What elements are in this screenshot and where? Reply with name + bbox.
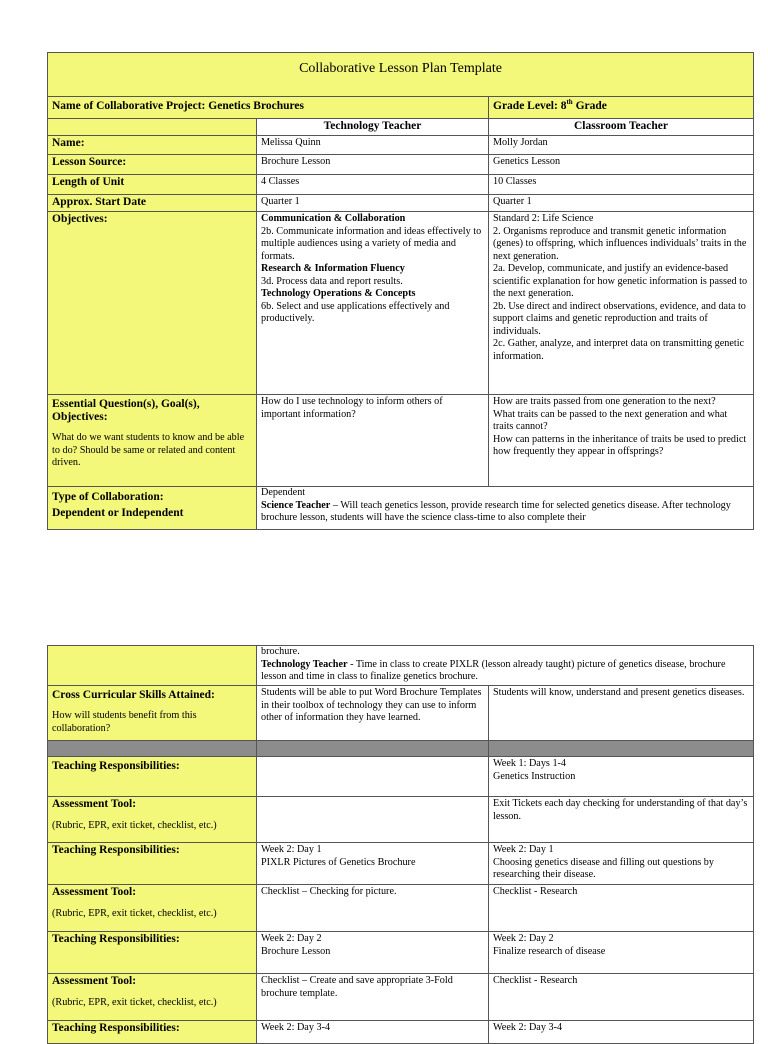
classroom-length: 10 Classes (489, 175, 754, 195)
header-blank (48, 119, 257, 136)
standard-line: 2a. Develop, communicate, and justify an evidence-based scientific explanation for how genetic information is passed to the next generation. (493, 263, 748, 299)
page-title: Collaborative Lesson Plan Template (48, 53, 754, 97)
collab-label-2: Dependent or Independent (52, 507, 184, 519)
obj-text-2: 3d. Process data and report results. (261, 275, 403, 287)
classroom-cross: Students will know, understand and present genetics diseases. (489, 686, 754, 741)
classroom-assessment: Checklist - Research (489, 885, 754, 932)
standard-line: 2b. Use direct and indirect observations, evidence, and data to support claims and genetic reproduction and traits of individuals. (493, 300, 746, 337)
lesson-plan-table-1 (47, 52, 754, 530)
science-teacher-label: Science Teacher (261, 499, 331, 511)
classroom-assessment: Checklist - Research (489, 974, 754, 1021)
teaching-line: Week 1: Days 1-4 (493, 758, 567, 769)
classroom-name: Molly Jordan (489, 136, 754, 155)
classroom-teacher-header: Classroom Teacher (489, 119, 754, 136)
collab-science-text (261, 500, 731, 524)
teaching-line: Choosing genetics disease and filling out questions by researching their disease. (493, 856, 714, 880)
project-value: Genetics Brochures (208, 100, 304, 112)
obj-heading-2: Research & Information Fluency (261, 263, 405, 274)
classroom-teaching (489, 757, 754, 797)
collab-detail (257, 487, 754, 530)
essential-question: How can patterns in the inheritance of traits be used to predict how frequently they appear in offsprings? (493, 433, 747, 457)
teaching-line: PIXLR Pictures of Genetics Brochure (261, 856, 416, 868)
tech-assessment (257, 797, 489, 843)
divider-cell (257, 741, 489, 757)
essential-sub: What do we want students to know and be able to do? Should be same or related and content driven. (52, 432, 245, 468)
science-teacher-text: – Will teach genetics lesson, provide research time for selected genetics disease. After technology brochure lesson, students will have the science class-time to also complete their (261, 499, 731, 523)
tech-objectives (257, 212, 489, 395)
essential-label-cell (48, 395, 257, 487)
obj-text-1: 2b. Communicate information and ideas effectively to multiple audiences using a variety of media and formats. (261, 225, 482, 262)
teaching-line: Week 2: Day 2 (493, 933, 554, 944)
tech-teacher-text: - Time in class to create PIXLR (lesson already taught) picture of genetics disease, brochure lesson and time in class to finalize genetics brochure. (261, 658, 726, 682)
collab-label-cell (48, 487, 257, 530)
lesson-plan-table-2 (47, 645, 754, 1044)
tech-name: Melissa Quinn (257, 136, 489, 155)
teaching-label-cell (48, 843, 257, 885)
objectives-label-cell (48, 212, 257, 395)
assessment-sub: (Rubric, EPR, exit ticket, checklist, etc.) (52, 820, 217, 831)
teaching-label: Teaching Responsibilities: (52, 760, 180, 772)
teaching-label: Teaching Responsibilities: (52, 1022, 180, 1034)
teaching-label-cell (48, 932, 257, 974)
collab-cont-label-cell (48, 646, 257, 686)
source-label-cell (48, 155, 257, 175)
grade-tail: Grade (575, 100, 607, 112)
divider-row (48, 741, 754, 757)
classroom-start: Quarter 1 (489, 195, 754, 212)
teaching-line: Week 2: Day 1 (493, 844, 554, 855)
assessment-sub: (Rubric, EPR, exit ticket, checklist, etc.) (52, 908, 217, 919)
project-label: Name of Collaborative Project: (52, 100, 206, 112)
tech-assessment: Checklist – Create and save appropriate 3-Fold brochure template. (257, 974, 489, 1021)
standard-line: 2. Organisms reproduce and transmit genetic information (genes) to offspring, which influences individuals’ traits in the next generation. (493, 225, 747, 262)
teaching-label-cell (48, 757, 257, 797)
obj-heading-3: Technology Operations & Concepts (261, 288, 416, 299)
classroom-objectives (489, 212, 754, 395)
assessment-label: Assessment Tool: (52, 798, 137, 810)
tech-teacher-collab (261, 659, 725, 683)
obj-heading-1: Communication & Collaboration (261, 213, 406, 224)
tech-teaching: Week 2: Day 3-4 (257, 1021, 489, 1044)
assessment-label-cell (48, 885, 257, 932)
divider-cell (489, 741, 754, 757)
name-label: Name: (52, 137, 85, 149)
teaching-line: Brochure Lesson (261, 945, 331, 957)
collab-continued (257, 646, 754, 686)
essential-question: What traits can be passed to the next generation and what traits cannot? (493, 408, 728, 432)
teaching-line: Finalize research of disease (493, 945, 606, 957)
assessment-label: Assessment Tool: (52, 886, 137, 898)
classroom-teaching: Week 2: Day 3-4 (489, 1021, 754, 1044)
name-label-cell (48, 136, 257, 155)
objectives-label: Objectives: (52, 213, 108, 225)
classroom-source: Genetics Lesson (489, 155, 754, 175)
tech-teaching (257, 757, 489, 797)
collab-type: Dependent (261, 487, 306, 498)
obj-text-3: 6b. Select and use applications effectively and productively. (261, 300, 450, 324)
tech-teaching (257, 932, 489, 974)
cross-sub: How will students benefit from this collaboration? (52, 710, 197, 734)
essential-question: How are traits passed from one generation to the next? (493, 396, 716, 407)
classroom-assessment: Exit Tickets each day checking for understanding of that day’s lesson. (489, 797, 754, 843)
start-label-cell (48, 195, 257, 212)
standard-line: 2c. Gather, analyze, and interpret data on transmitting genetic information. (493, 338, 745, 362)
classroom-teaching (489, 843, 754, 885)
tech-cross: Students will be able to put Word Brochure Templates in their toolbox of technology they can use to inform other of information they have learned. (257, 686, 489, 741)
essential-label: Essential Question(s), Goal(s), Objectives: (52, 398, 200, 423)
collab-label-1: Type of Collaboration: (52, 491, 164, 503)
length-label-cell (48, 175, 257, 195)
length-label: Length of Unit (52, 176, 125, 188)
grade-value: 8 (560, 100, 567, 112)
cross-label: Cross Curricular Skills Attained: (52, 689, 215, 701)
teaching-line: Week 2: Day 1 (261, 844, 322, 855)
source-label: Lesson Source: (52, 156, 127, 168)
tech-assessment: Checklist – Checking for picture. (257, 885, 489, 932)
collab-cont-line: brochure. (261, 646, 300, 657)
divider-cell (48, 741, 257, 757)
tech-essential: How do I use technology to inform others of important information? (257, 395, 489, 487)
teaching-line: Genetics Instruction (493, 770, 576, 782)
classroom-essential (489, 395, 754, 487)
tech-teacher-header: Technology Teacher (257, 119, 489, 136)
teaching-label: Teaching Responsibilities: (52, 844, 180, 856)
tech-source: Brochure Lesson (257, 155, 489, 175)
grade-suffix: th (566, 98, 573, 107)
assessment-label: Assessment Tool: (52, 975, 137, 987)
grade-label: Grade Level: (493, 100, 558, 112)
assessment-label-cell (48, 797, 257, 843)
teaching-line: Week 2: Day 2 (261, 933, 322, 944)
assessment-label-cell (48, 974, 257, 1021)
tech-teacher-label: Technology Teacher (261, 658, 348, 670)
grade-level-cell (489, 97, 754, 119)
tech-start: Quarter 1 (257, 195, 489, 212)
teaching-label: Teaching Responsibilities: (52, 933, 180, 945)
classroom-teaching (489, 932, 754, 974)
start-label: Approx. Start Date (52, 196, 147, 208)
tech-length: 4 Classes (257, 175, 489, 195)
tech-teaching (257, 843, 489, 885)
assessment-sub: (Rubric, EPR, exit ticket, checklist, etc.) (52, 997, 217, 1008)
standard-line: Standard 2: Life Science (493, 213, 594, 224)
project-name-cell (48, 97, 489, 119)
cross-label-cell (48, 686, 257, 741)
